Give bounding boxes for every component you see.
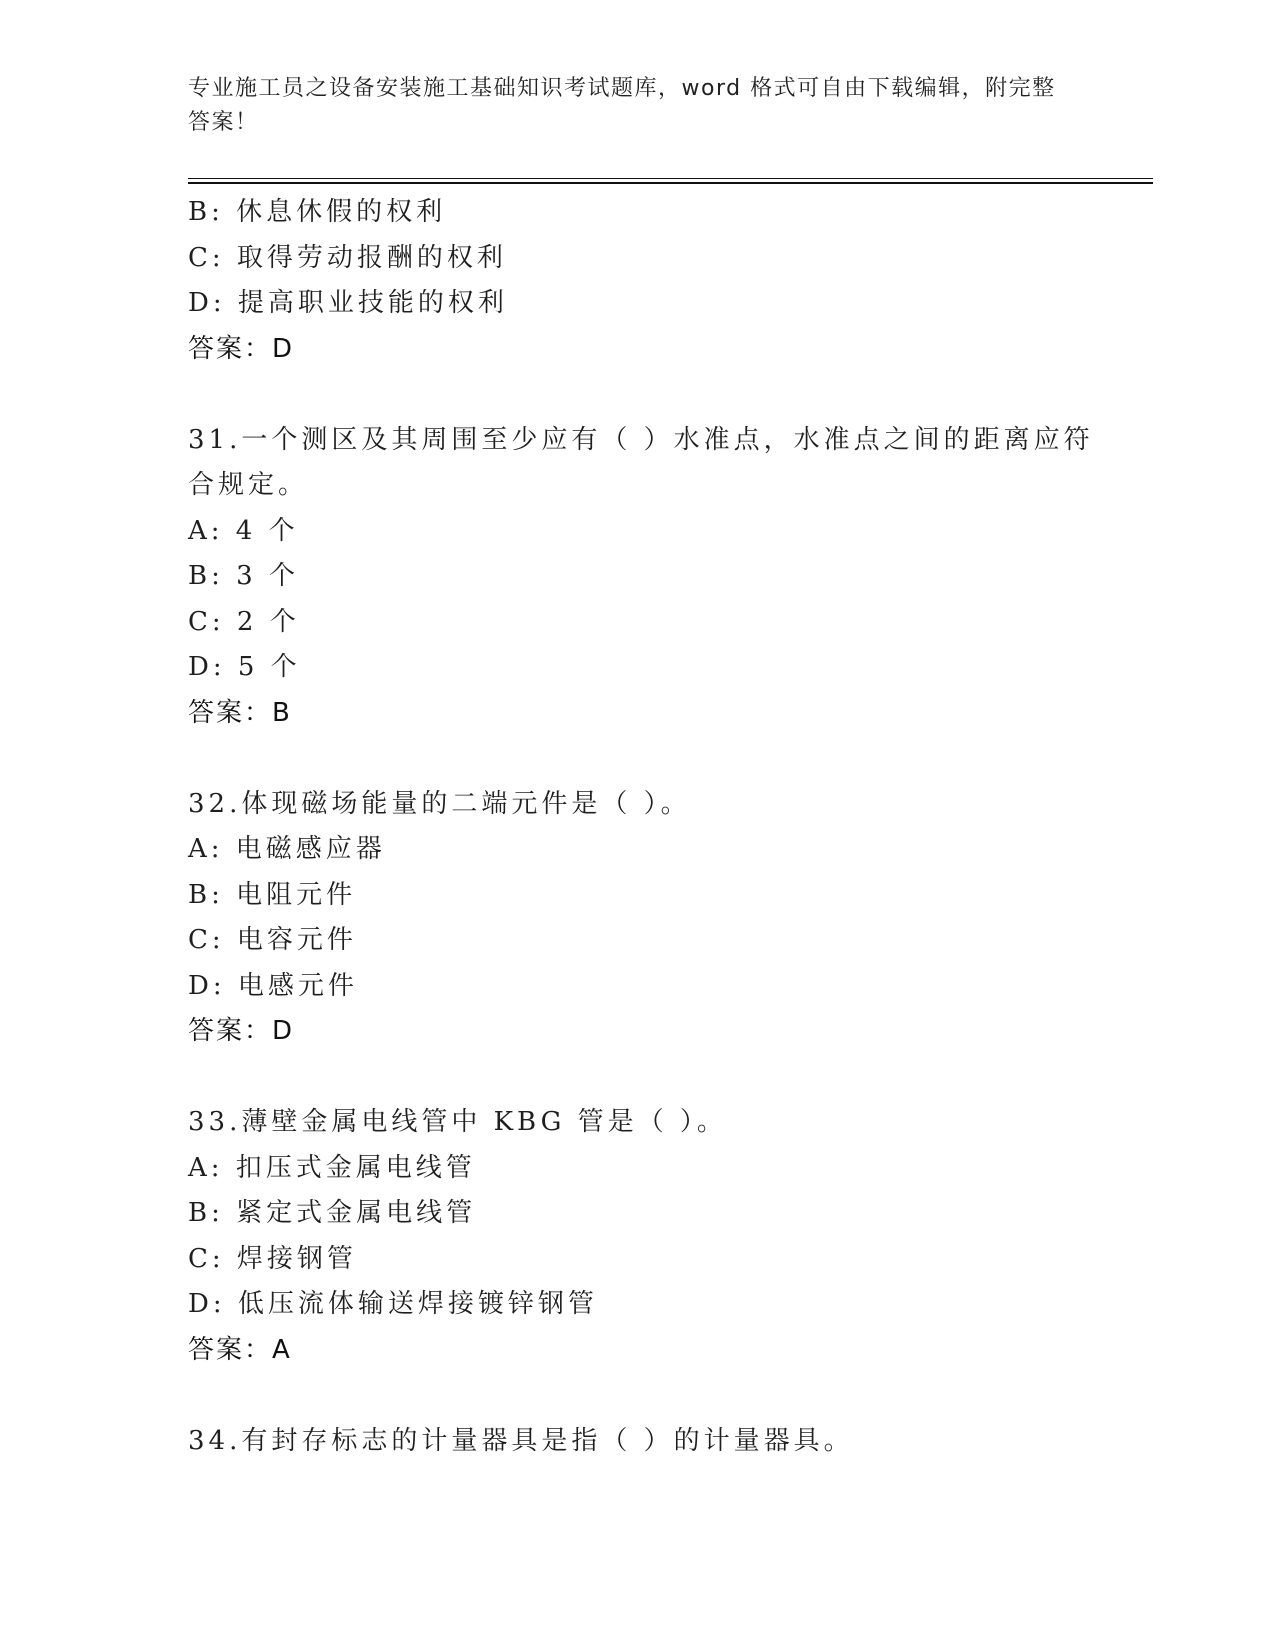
answer-label: 答案：D <box>188 1016 295 1046</box>
spacer <box>188 736 1108 782</box>
question-32 <box>188 782 1108 1055</box>
option-a: A: 扣压式金属电线管 <box>188 1152 476 1183</box>
option-b: B: 3 个 <box>188 561 299 591</box>
option-d: D: 5 个 <box>188 652 301 682</box>
question-34 <box>188 1419 1108 1465</box>
spacer <box>188 1373 1108 1419</box>
option-c: C: 焊接钢管 <box>188 1243 357 1274</box>
option-d: D: 提高职业技能的权利 <box>188 288 508 318</box>
option-d: D: 低压流体输送焊接镀锌钢管 <box>188 1289 598 1319</box>
answer-label: 答案：D <box>188 333 295 364</box>
question-stem: 33.薄壁金属电线管中 KBG 管是（ ）。 <box>188 1107 727 1137</box>
question-stem: 34.有封存标志的计量器具是指（ ）的计量器具。 <box>188 1425 854 1456</box>
option-b: B: 电阻元件 <box>188 879 357 910</box>
option-a: A: 电磁感应器 <box>188 834 386 864</box>
spacer <box>188 1055 1108 1101</box>
question-31 <box>188 418 1108 737</box>
question-fragment <box>188 190 1108 372</box>
question-33 <box>188 1100 1108 1373</box>
option-c: C: 电容元件 <box>188 925 357 955</box>
option-d: D: 电感元件 <box>188 970 358 1001</box>
header-divider <box>188 178 1153 184</box>
option-b: B: 休息休假的权利 <box>188 197 447 227</box>
spacer <box>188 372 1108 418</box>
answer-label: 答案：A <box>188 1334 292 1365</box>
answer-label: 答案：B <box>188 697 292 728</box>
option-c: C: 取得劳动报酬的权利 <box>188 242 507 273</box>
question-stem: 31.一个测区及其周围至少应有（ ）水准点，水准点之间的距离应符合规定。 <box>188 424 1094 500</box>
divider-line-thin <box>188 178 1153 179</box>
option-b: B: 紧定式金属电线管 <box>188 1198 477 1228</box>
divider-line-thick <box>188 182 1153 184</box>
question-list <box>188 190 1108 1464</box>
document-header: 专业施工员之设备安装施工基础知识考试题库，word 格式可自由下载编辑，附完整答案！ <box>188 76 1056 135</box>
option-c: C: 2 个 <box>188 606 300 637</box>
question-stem: 32.体现磁场能量的二端元件是（ ）。 <box>188 788 691 819</box>
option-a: A: 4 个 <box>188 515 299 546</box>
